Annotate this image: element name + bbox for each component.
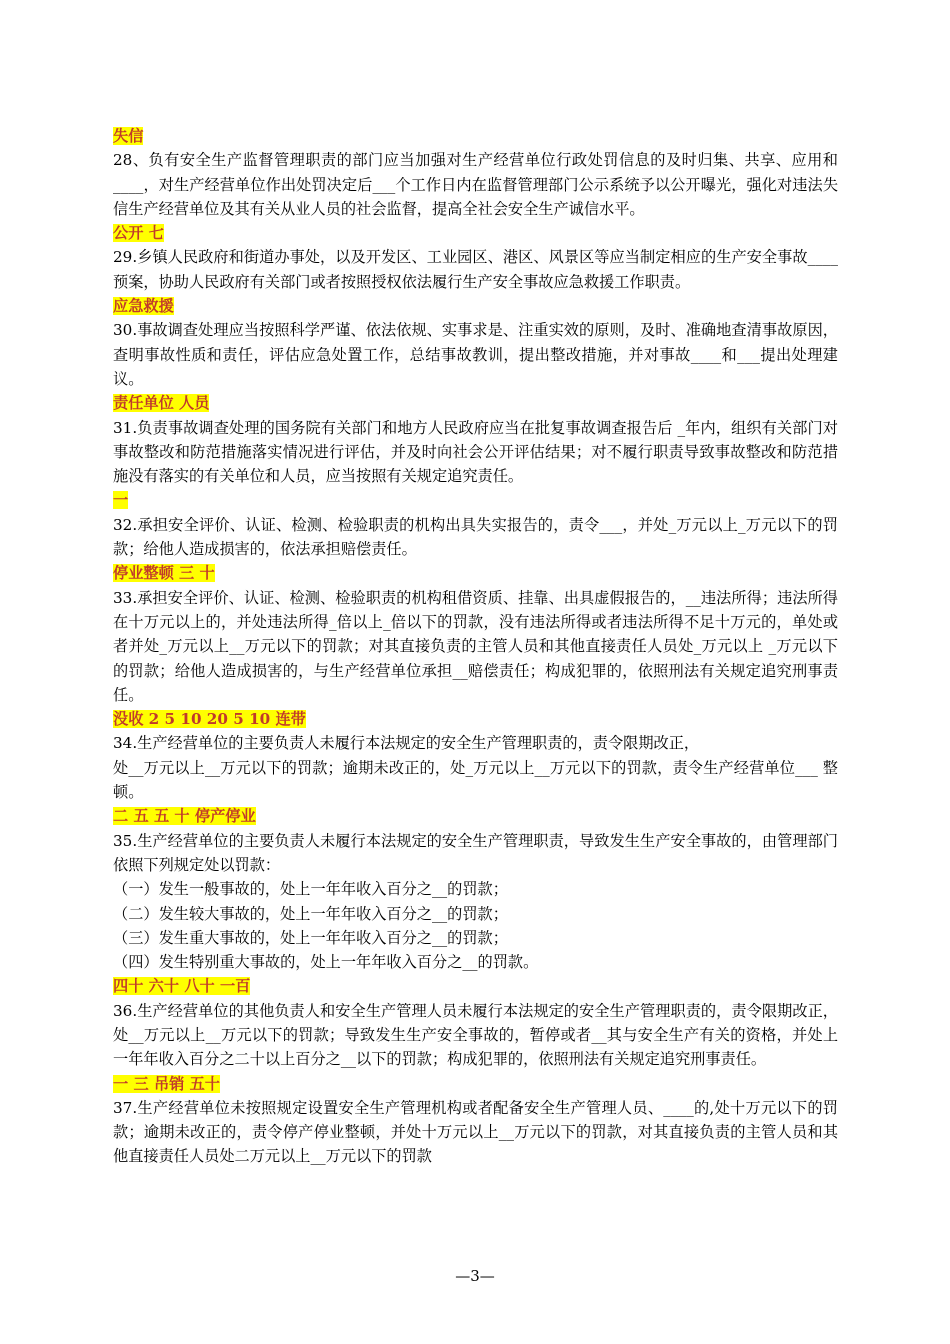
answer-highlight: 四十 六十 八十 一百: [113, 977, 251, 996]
question-text: 处__万元以上__万元以下的罚款；逾期未改正的，处_万元以上__万元以下的罚款，责令生产经营单位___ 整顿。: [113, 758, 838, 802]
answer-line: [113, 488, 838, 512]
answer-highlight: 一: [113, 491, 129, 510]
answer-highlight: 二 五 五 十 停产停业: [113, 807, 256, 826]
question-text: 35.生产经营单位的主要负责人未履行本法规定的安全生产管理职责，导致发生生产安全事故的，由管理部门依照下列规定处以罚款：: [113, 831, 838, 874]
question-text: 34.生产经营单位的主要负责人未履行本法规定的安全生产管理职责的，责令限期改正，: [113, 734, 700, 753]
question-text: 33.承担安全评价、认证、检测、检验职责的机构租借资质、挂靠、出具虚假报告的，__违法所得；违法所得在十万元以上的，并处违法所得_倍以上_倍以下的罚款，没有违法所得或者违法所得不足十万元的，单处或者并处_万元以上__万元以下的罚款；对其直接负责的主管人员和其他直接责任人员处_万元以上 _万元以下的罚款；给他人造成损害的，与生产经营单位承担__赔偿责任；构成犯罪的，依照刑法有关规定追究刑事责任。: [113, 588, 838, 704]
answer-line: [113, 294, 838, 318]
answer-line: [113, 804, 838, 828]
answer-highlight: 失信: [113, 127, 144, 145]
answer-highlight: 应急救援: [113, 297, 174, 316]
question-text: 29.乡镇人民政府和街道办事处，以及开发区、工业园区、港区、风景区等应当制定相应的生产安全事故____预案，协助人民政府有关部门或者按照授权依法履行生产安全事故应急救援工作职责。: [113, 248, 838, 291]
answer-line: [113, 974, 838, 998]
answer-line: [113, 707, 838, 731]
question-text: 36.生产经营单位的其他负责人和安全生产管理人员未履行本法规定的安全生产管理职责的，责令限期改正，处__万元以上__万元以下的罚款；导致发生生产安全事故的，暂停或者__其与安全生产有关的资格，并处上一年年收入百分之二十以上百分之__以下的罚款；构成犯罪的，依照刑法有关规定追究刑事责任。: [113, 1001, 838, 1069]
answer-line: [113, 391, 838, 415]
answer-highlight: 公开 七: [113, 224, 164, 243]
question-text: （三）发生重大事故的，处上一年年收入百分之__的罚款；: [113, 928, 508, 947]
document-body: [113, 124, 838, 1169]
page-number: —3—: [455, 1267, 495, 1285]
answer-line: [113, 221, 838, 245]
answer-line: [113, 1072, 838, 1096]
question-text: 37.生产经营单位未按照规定设置安全生产管理机构或者配备安全生产管理人员、____的,处十万元以下的罚款；逾期未改正的，责令停产停业整顿，并处十万元以上__万元以下的罚款，对其直接负责的主管人员和其他直接责任人员处二万元以上__万元以下的罚款: [113, 1098, 838, 1166]
answer-line: [113, 124, 838, 148]
answer-line: [113, 561, 838, 585]
question-text: 32.承担安全评价、认证、检测、检验职责的机构出具失实报告的，责令___，并处_万元以上_万元以下的罚款；给他人造成损害的，依法承担赔偿责任。: [113, 515, 838, 559]
question-text: （四）发生特别重大事故的，处上一年年收入百分之__的罚款。: [113, 953, 539, 972]
answer-highlight: 停业整顿 三 十: [113, 564, 215, 583]
answer-highlight: 责任单位 人员: [113, 394, 210, 413]
question-text: （一）发生一般事故的，处上一年年收入百分之__的罚款；: [113, 880, 508, 899]
answer-highlight: 一 三 吊销 五十: [113, 1074, 220, 1093]
question-text: 28、负有安全生产监督管理职责的部门应当加强对生产经营单位行政处罚信息的及时归集、共享、应用和____，对生产经营单位作出处罚决定后___个工作日内在监督管理部门公示系统予以公开曝光，强化对违法失信生产经营单位及其有关从业人员的社会监督，提高全社会安全生产诚信水平。: [113, 151, 838, 218]
question-text: 30.事故调查处理应当按照科学严谨、依法依规、实事求是、注重实效的原则，及时、准确地查清事故原因，查明事故性质和责任，评估应急处置工作，总结事故教训，提出整改措施，并对事故____和___提出处理建议。: [113, 321, 838, 388]
question-text: 31.负责事故调查处理的国务院有关部门和地方人民政府应当在批复事故调查报告后 _年内，组织有关部门对事故整改和防范措施落实情况进行评估，并及时向社会公开评估结果；对不履行职责导致事故整改和防范措施没有落实的有关单位和人员，应当按照有关规定追究责任。: [113, 418, 838, 486]
question-text: （二）发生较大事故的，处上一年年收入百分之__的罚款；: [113, 904, 508, 923]
answer-highlight: 没收 2 5 10 20 5 10 连带: [113, 710, 306, 729]
